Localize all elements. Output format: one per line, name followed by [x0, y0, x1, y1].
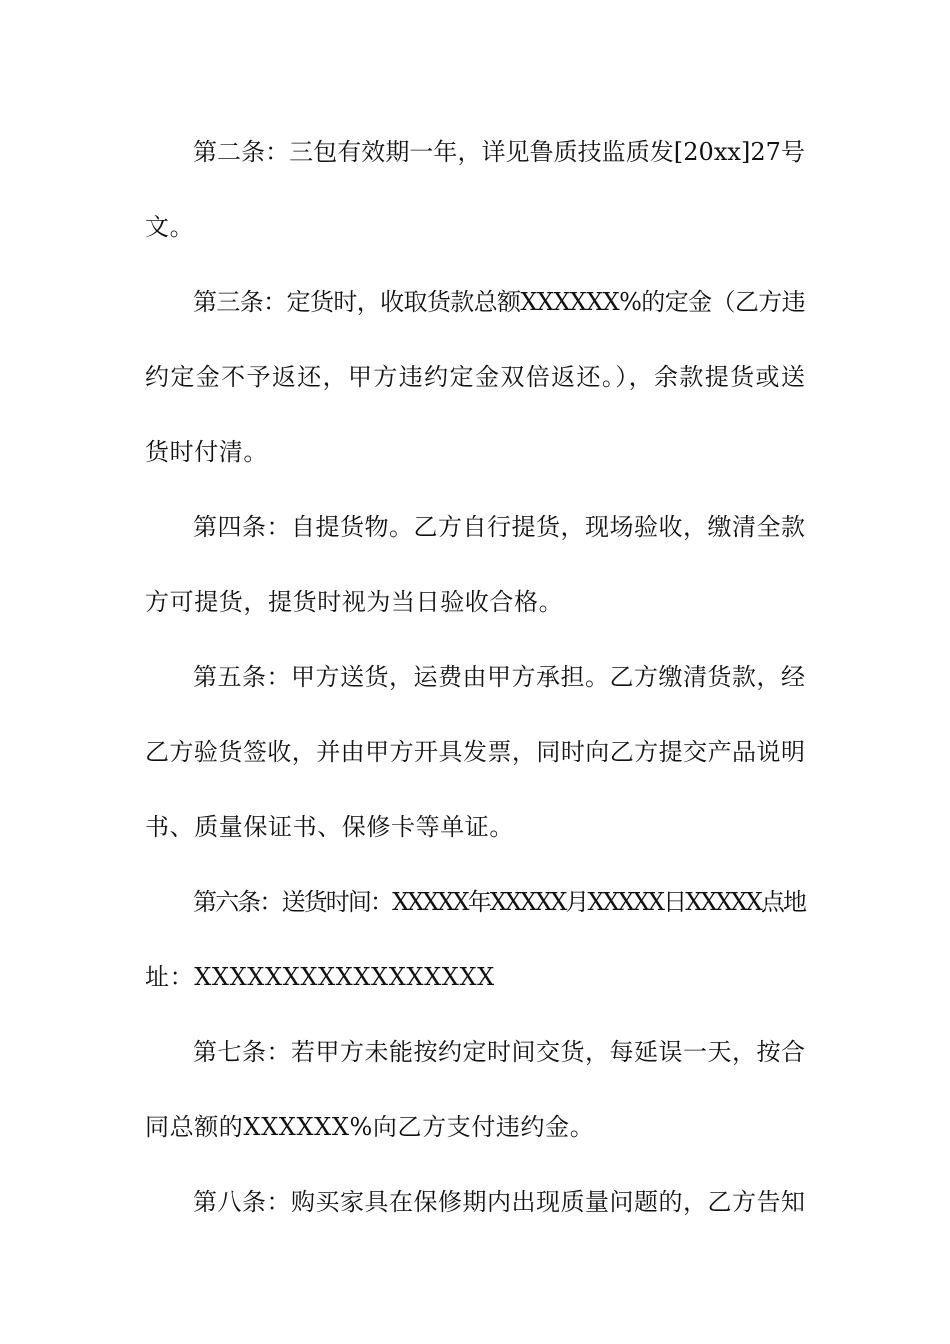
clause-3-line-2: 约定金不予返还，甲方违约定金双倍返还。），余款提货或送: [145, 363, 807, 391]
clause-7-line-1: 第七条：若甲方未能按约定时间交货，每延误一天，按合: [193, 1038, 806, 1066]
clause-7: [145, 1015, 805, 1165]
clause-2: [145, 115, 805, 265]
document-body: [145, 115, 805, 1240]
clause-6-line-2: 址：XXXXXXXXXXXXXXXXX: [145, 963, 495, 991]
clause-3-line-3: 货时付清。: [145, 438, 268, 466]
clause-6: [145, 865, 805, 1015]
clause-5-line-2: 乙方验货签收，并由甲方开具发票，同时向乙方提交产品说明: [145, 738, 806, 766]
clause-4-line-1: 第四条：自提货物。乙方自行提货，现场验收，缴清全款: [193, 513, 806, 541]
clause-2-line-1: 第二条：三包有效期一年，详见鲁质技监质发[20xx]27号: [193, 138, 806, 166]
clause-8-line-1: 第八条：购买家具在保修期内出现质量问题的，乙方告知: [193, 1188, 806, 1216]
clause-5: [145, 640, 805, 865]
clause-8: [145, 1165, 805, 1240]
clause-4-line-2: 方可提货，提货时视为当日验收合格。: [145, 588, 564, 616]
clause-5-line-3: 书、质量保证书、保修卡等单证。: [145, 813, 514, 841]
clause-7-line-2: 同总额的XXXXXX%向乙方支付违约金。: [145, 1113, 595, 1141]
clause-3: [145, 265, 805, 490]
clause-4: [145, 490, 805, 640]
clause-6-line-1: 第六条：送货时间：XXXXX年XXXXX月XXXXX日XXXXX点地: [193, 888, 805, 916]
clause-3-line-1: 第三条：定货时，收取货款总额XXXXXX%的定金（乙方违: [193, 288, 805, 316]
clause-5-line-1: 第五条：甲方送货，运费由甲方承担。乙方缴清货款，经: [193, 663, 806, 691]
clause-2-line-2: 文。: [145, 213, 195, 241]
